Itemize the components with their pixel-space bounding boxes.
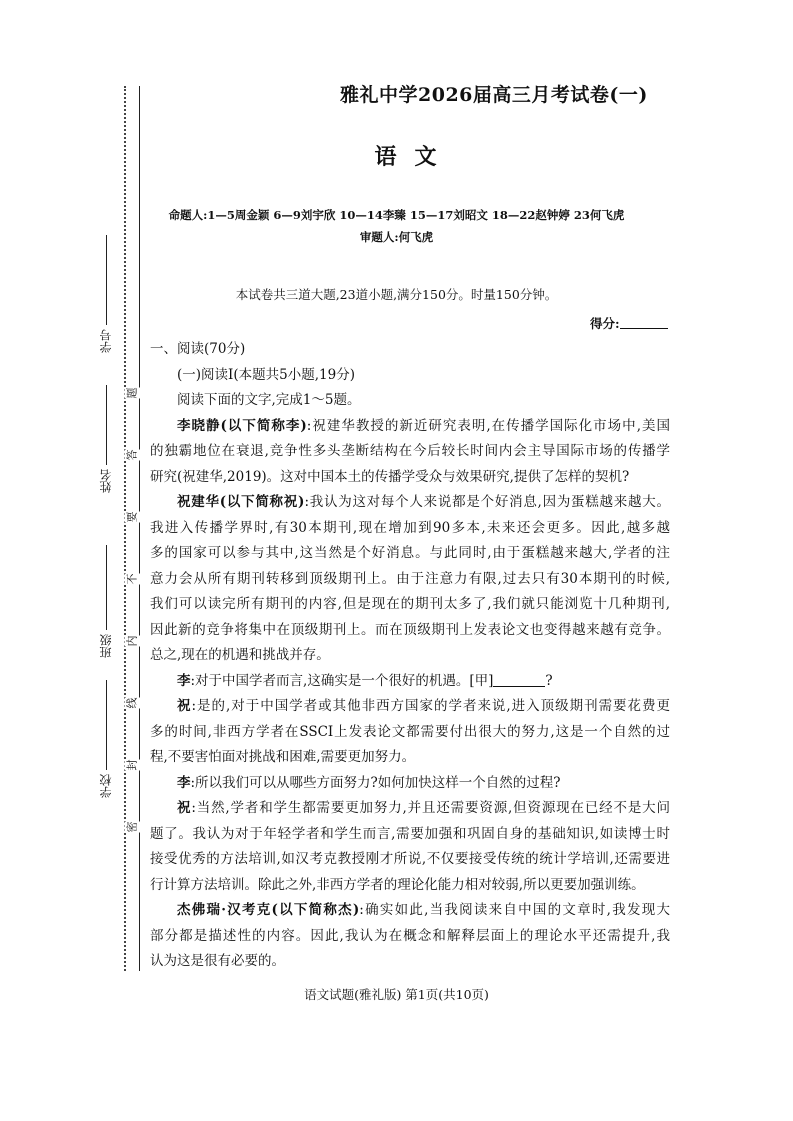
score-box — [590, 314, 668, 332]
paragraph-line: 意力会从所有期刊转移到顶级期刊上。由于注意力有限,过去只有30本期刊的时候, — [150, 570, 670, 587]
paragraph-line: 行计算方法培训。除此之外,非西方学者的理论化能力相对较弱,所以更要加强训练。 — [150, 876, 645, 893]
exam-instructions: 本试卷共三道大题,23道小题,满分150分。时量150分钟。 — [235, 287, 558, 302]
speaker-label: 祝 — [177, 698, 192, 714]
subject-title: 语文 — [374, 144, 455, 170]
paragraph-line: 认为这是很有必要的。 — [150, 953, 285, 969]
paragraph-line: 程,不要害怕面对挑战和困难,需要更加努力。 — [150, 749, 416, 765]
paragraph-line: 的独霸地位在衰退,竞争性多头垄断结构在今后较长时间内会主导国际市场的传播学 — [150, 443, 670, 459]
seal-warning-char: 要 — [125, 511, 138, 523]
paragraph-line: 祝:当然,学者和学生都需要更加努力,并且还需要资源,但资源现在已经不是大问 — [177, 800, 670, 816]
student-number-blank[interactable] — [106, 235, 107, 325]
exam-title: 雅礼中学2026届高三月考试卷(一) — [340, 84, 648, 106]
class-field[interactable] — [96, 545, 116, 658]
paragraph-line: 研究(祝建华,2019)。这对中国本土的传播学受众与效果研究,提供了怎样的契机? — [150, 468, 630, 485]
paragraph-line: 题了。我认为对于年轻学者和学生而言,需要加强和巩固自身的基础知识,如读博士时 — [150, 825, 670, 842]
name-field[interactable] — [96, 385, 116, 493]
paragraph-line: 杰佛瑞·汉考克(以下简称杰):确实如此,当我阅读来自中国的文章时,我发现大 — [177, 902, 670, 918]
reading-passage — [150, 337, 670, 975]
name-blank[interactable] — [106, 385, 107, 465]
speaker-label: 李 — [177, 672, 191, 689]
answer-blank-jia[interactable] — [493, 672, 545, 687]
seal-warning-char: 内 — [125, 635, 138, 647]
speaker-label: 李晓静(以下简称李) — [177, 417, 307, 434]
school-label: 学校 — [99, 774, 113, 798]
school-blank[interactable] — [106, 680, 107, 770]
speaker-label: 祝建华(以下简称祝) — [177, 494, 305, 510]
reviewer: 审题人:何飞虎 — [359, 230, 434, 244]
paragraph-line: 李晓静(以下简称李):祝建华教授的新近研究表明,在传播学国际化市场中,美国 — [177, 417, 670, 434]
speaker-label: 祝 — [177, 800, 192, 816]
paragraph-line: 因此新的竞争将集中在顶级期刊上。而在顶级期刊上发表论文也变得越来越有竞争。 — [150, 621, 670, 638]
paragraph-line: 祝:是的,对于中国学者或其他非西方国家的学者来说,进入顶级期刊需要花费更 — [177, 698, 670, 714]
paragraph-line: 我进入传播学界时,有30本期刊,现在增加到90多本,未来还会更多。因此,越多越 — [150, 519, 670, 536]
paragraph-line: 李:对于中国学者而言,这确实是一个很好的机遇。[甲] ? — [177, 672, 553, 689]
class-blank[interactable] — [106, 545, 107, 630]
speaker-label: 杰佛瑞·汉考克(以下简称杰) — [177, 902, 360, 918]
student-number-label: 学号 — [99, 329, 113, 353]
score-blank[interactable] — [620, 316, 668, 329]
seal-warning-char: 封 — [125, 759, 138, 771]
seal-warning-char: 不 — [125, 573, 138, 585]
name-label: 姓名 — [99, 469, 113, 493]
part-heading: (一)阅读Ⅰ(本题共5小题,19分) — [177, 366, 355, 383]
seal-warning-char: 密 — [125, 821, 138, 833]
paragraph-line: 多的国家可以参与其中,这当然是个好消息。与此同时,由于蛋糕越来越大,学者的注 — [150, 545, 670, 561]
reading-prompt: 阅读下面的文字,完成1～5题。 — [177, 392, 361, 408]
seal-warning-char: 答 — [125, 449, 138, 461]
paragraph-line: 我们可以读完所有期刊的内容,但是现在的期刊太多了,我们就只能浏览十几种期刊, — [150, 596, 670, 612]
class-label: 班级 — [99, 634, 113, 658]
question-setters: 命题人:1—5周金颖 6—9刘宇欣 10—14李臻 15—17刘昭文 18—22赵钟婷 23何飞虎 — [168, 208, 625, 222]
seal-warning — [124, 385, 140, 835]
paragraph-line: 总之,现在的机遇和挑战并存。 — [150, 647, 330, 663]
seal-warning-char: 题 — [125, 387, 138, 399]
paragraph-line: 接受优秀的方法培训,如汉考克教授刚才所说,不仅要接受传统的统计学培训,还需要进 — [150, 851, 670, 867]
paragraph-line: 祝建华(以下简称祝):我认为这对每个人来说都是个好消息,因为蛋糕越来越大。 — [177, 494, 670, 510]
section-heading: 一、阅读(70分) — [150, 341, 246, 357]
seal-warning-char: 线 — [125, 697, 138, 709]
paragraph-line: 李:所以我们可以从哪些方面努力?如何加快这样一个自然的过程? — [177, 774, 561, 791]
speaker-label: 李 — [177, 774, 191, 791]
paragraph-line: 部分都是描述性的内容。因此,我认为在概念和解释层面上的理论水平还需提升,我 — [150, 927, 670, 944]
school-field[interactable] — [96, 680, 116, 798]
page-footer: 语文试题(雅礼版) 第1页(共10页) — [304, 987, 489, 1002]
paragraph-line: 多的时间,非西方学者在SSCI上发表论文都需要付出很大的努力,这是一个自然的过 — [150, 723, 670, 740]
score-label: 得分: — [590, 316, 620, 331]
